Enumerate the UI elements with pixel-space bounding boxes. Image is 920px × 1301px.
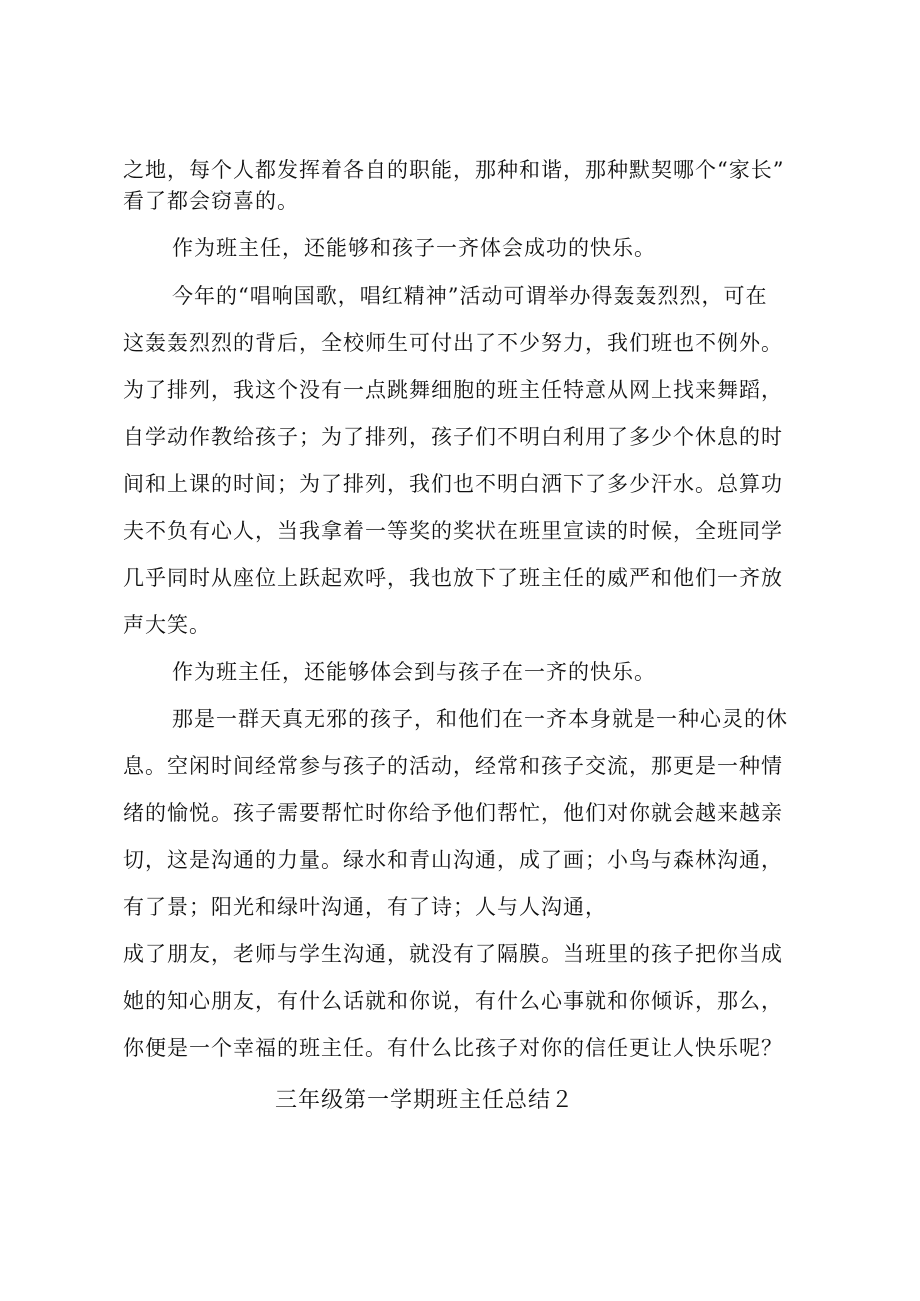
text-line-15: 绪的愉悦。孩子需要帮忙时你给予他们帮忙，他们对你就会越来越亲 [123,801,783,825]
text-line-3: 作为班主任，还能够和孩子一齐体会成功的快乐。 [172,236,656,260]
section-title: 三年级第一学期班主任总结２ [275,1088,575,1113]
text-line-18: 成了朋友，老师与学生沟通，就没有了隔膜。当班里的孩子把你当成 [123,942,783,966]
text-line-8: 间和上课的时间；为了排列，我们也不明白洒下了多少汗水。总算功 [123,472,783,496]
text-line-20: 你便是一个幸福的班主任。有什么比孩子对你的信任更让人快乐呢？ [123,1036,783,1060]
text-line-17: 有了景；阳光和绿叶沟通，有了诗；人与人沟通， [123,895,607,919]
text-line-4: 今年的“唱响国歌，唱红精神”活动可谓举办得轰轰烈烈，可在 [172,284,768,308]
text-line-13: 那是一群天真无邪的孩子，和他们在一齐本身就是一种心灵的休 [172,707,788,731]
text-line-19: 她的知心朋友，有什么话就和你说，有什么心事就和你倾诉，那么， [123,989,783,1013]
text-line-5: 这轰轰烈烈的背后，全校师生可付出了不少努力，我们班也不例外。 [123,331,783,355]
text-line-1: 之地，每个人都发挥着各自的职能，那种和谐，那种默契哪个“家长” [123,158,785,182]
text-line-7: 自学动作教给孩子；为了排列，孩子们不明白利用了多少个休息的时 [123,425,783,449]
text-line-10: 几乎同时从座位上跃起欢呼，我也放下了班主任的威严和他们一齐放 [123,566,783,590]
text-line-11: 声大笑。 [123,613,211,637]
text-line-6: 为了排列，我这个没有一点跳舞细胞的班主任特意从网上找来舞蹈， [123,378,783,402]
text-line-16: 切，这是沟通的力量。绿水和青山沟通，成了画；小鸟与森林沟通， [123,848,783,872]
text-line-9: 夫不负有心人，当我拿着一等奖的奖状在班里宣读的时候，全班同学 [123,519,783,543]
text-line-14: 息。空闲时间经常参与孩子的活动，经常和孩子交流，那更是一种情 [123,754,783,778]
text-line-2: 看了都会窃喜的。 [123,189,299,213]
text-line-12: 作为班主任，还能够体会到与孩子在一齐的快乐。 [172,660,656,684]
